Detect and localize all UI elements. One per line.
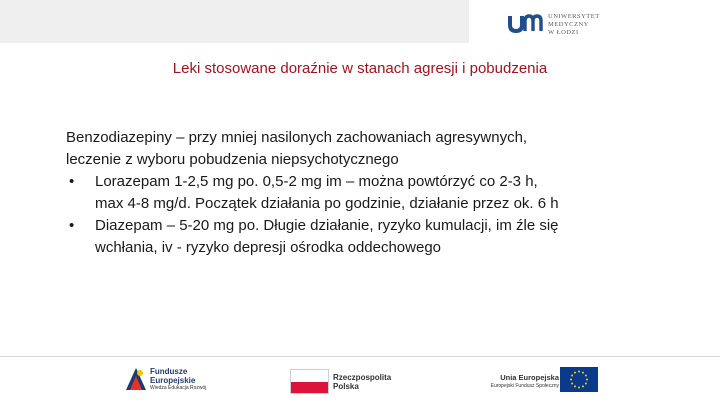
university-line: MEDYCZNY xyxy=(548,21,589,28)
eu-text xyxy=(475,373,559,391)
eu-flag-icon xyxy=(560,367,598,392)
bullet-line: Lorazepam 1-2,5 mg po. 0,5-2 mg im – można powtórzyć co 2-3 h, xyxy=(95,173,538,190)
university-logo-icon xyxy=(508,12,544,34)
intro-paragraph xyxy=(66,127,666,171)
university-line: UNIWERSYTET xyxy=(548,13,600,20)
university-name xyxy=(548,13,600,37)
bullet-line: Diazepam – 5-20 mg po. Długie działanie, ryzyko kumulacji, im źle się xyxy=(95,217,559,234)
slide-body xyxy=(66,127,666,259)
fundusze-tagline: Wiedza Edukacja Rozwój xyxy=(150,385,207,391)
fundusze-europejskie-logo-icon xyxy=(124,366,148,392)
fundusze-line: Fundusze xyxy=(150,367,188,376)
poland-line: Rzeczpospolita xyxy=(333,373,392,382)
intro-line: leczenie z wyboru pobudzenia niepsychotycznego xyxy=(66,151,399,168)
fundusze-europejskie-text xyxy=(150,367,206,392)
bullet-item-lorazepam xyxy=(66,171,666,215)
eu-line: Unia Europejska xyxy=(500,373,559,382)
bullet-marker: • xyxy=(69,217,75,234)
poland-flag-icon xyxy=(290,369,329,394)
bullet-marker: • xyxy=(69,173,75,190)
eu-line: Europejski Fundusz Społeczny xyxy=(490,383,559,389)
intro-line: Benzodiazepiny – przy mniej nasilonych zachowaniach agresywnych, xyxy=(66,129,528,146)
bullet-line: wchłania, iv - ryzyko depresji ośrodka oddechowego xyxy=(95,239,442,256)
slide-title: Leki stosowane doraźnie w stanach agresji i pobudzenia xyxy=(172,60,548,77)
bullet-item-diazepam xyxy=(66,215,666,259)
fundusze-line: Europejskie xyxy=(150,376,196,385)
poland-line: Polska xyxy=(333,382,359,391)
bullet-list xyxy=(66,171,666,259)
bullet-line: max 4-8 mg/d. Początek działania po godzinie, działanie przez ok. 6 h xyxy=(95,195,559,212)
university-line: W ŁODZI xyxy=(548,29,579,36)
rzeczpospolita-text xyxy=(333,373,391,391)
